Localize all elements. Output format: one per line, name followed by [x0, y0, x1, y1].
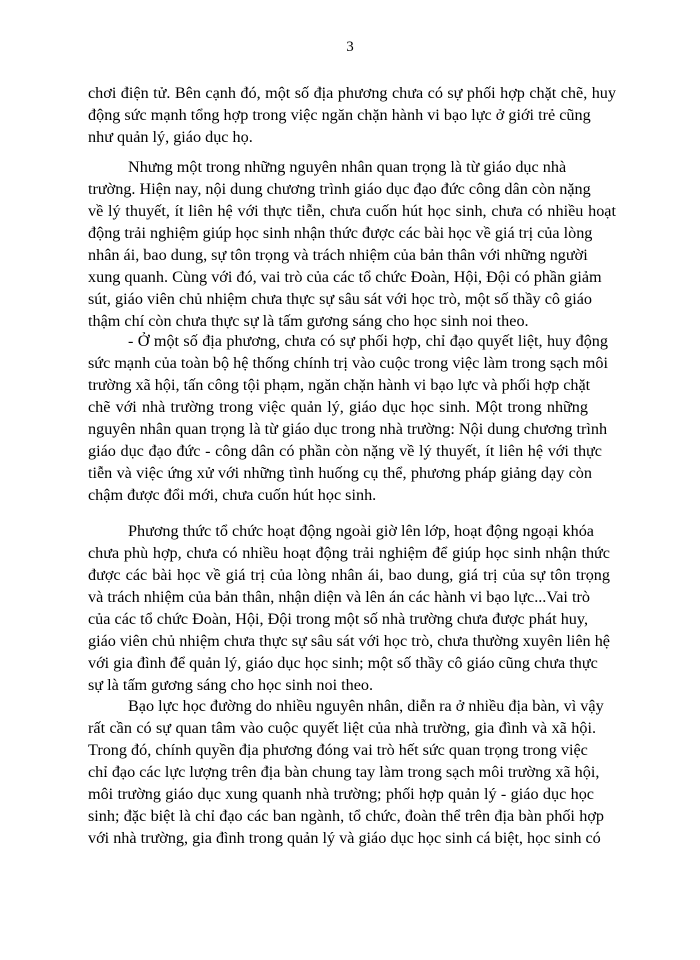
text-line: chỉ đạo các lực lượng trên địa bàn chung tay làm trong sạch môi trường xã hội,	[88, 763, 600, 781]
text-line: thậm chí còn chưa thực sự là tấm gương sáng cho học sinh noi theo.	[88, 312, 529, 330]
text-line: nhân ái, bao dung, sự tôn trọng và trách nhiệm của bản thân với những người	[88, 246, 588, 264]
text-line: giáo dục đạo đức - công dân có phần còn nặng về lý thuyết, ít liên hệ với thực	[88, 442, 602, 460]
text-line: chậm được đổi mới, chưa cuốn hút học sinh.	[88, 486, 377, 504]
page-number: 3	[346, 39, 354, 55]
text-line: xung quanh. Cùng với đó, vai trò của các tổ chức Đoàn, Hội, Đội có phần giảm	[88, 268, 602, 286]
text-line: tiễn và việc ứng xử với những tình huống cụ thể, phương pháp giảng dạy còn	[88, 464, 592, 482]
text-line: chưa phù hợp, chưa có nhiều hoạt động trải nghiệm để giúp học sinh nhận thức	[88, 544, 610, 562]
text-line: chẽ với nhà trường trong việc quản lý, giáo dục học sinh. Một trong những	[88, 398, 588, 416]
text-line: với nhà trường, gia đình trong quản lý và giáo dục học sinh cá biệt, học sinh có	[88, 829, 601, 847]
text-line: động trải nghiệm giúp học sinh nhận thức được các bài học về giá trị của lòng	[88, 224, 593, 242]
text-line: rất cần có sự quan tâm vào cuộc quyết liệt của nhà trường, gia đình và xã hội.	[88, 719, 596, 737]
text-line: trường xã hội, tấn công tội phạm, ngăn chặn hành vi bạo lực và phối hợp chặt	[88, 376, 591, 394]
text-line: của các tổ chức Đoàn, Hội, Đội trong một số nhà trường chưa được phát huy,	[88, 610, 588, 628]
text-line: trường. Hiện nay, nội dung chương trình giáo dục đạo đức công dân còn nặng	[88, 180, 591, 198]
text-line: Trong đó, chính quyền địa phương đóng vai trò hết sức quan trọng trong việc	[88, 741, 588, 759]
text-line: sự là tấm gương sáng cho học sinh noi theo.	[88, 676, 374, 694]
text-line: môi trường giáo dục xung quanh nhà trường; phối hợp quản lý - giáo dục học	[88, 785, 594, 803]
text-line: như quản lý, giáo dục họ.	[88, 128, 253, 146]
text-line: - Ở một số địa phương, chưa có sự phối hợp, chỉ đạo quyết liệt, huy động	[128, 332, 608, 350]
text-line: Bạo lực học đường do nhiều nguyên nhân, diễn ra ở nhiều địa bàn, vì vậy	[128, 697, 604, 715]
text-line: chơi điện tử. Bên cạnh đó, một số địa phương chưa có sự phối hợp chặt chẽ, huy	[88, 84, 616, 102]
text-line: về lý thuyết, ít liên hệ với thực tiễn, chưa cuốn hút học sinh, chưa có nhiều hoạt	[88, 202, 616, 220]
text-line: với gia đình để quản lý, giáo dục học sinh; một số thầy cô giáo cũng chưa thực	[88, 654, 598, 672]
text-line: sức mạnh của toàn bộ hệ thống chính trị vào cuộc trong việc làm trong sạch môi	[88, 354, 608, 372]
text-line: nguyên nhân quan trọng là từ giáo dục trong nhà trường: Nội dung chương trình	[88, 420, 608, 438]
text-line: sút, giáo viên chủ nhiệm chưa thực sự sâu sát với học trò, một số thầy cô giáo	[88, 290, 592, 308]
text-line: Phương thức tổ chức hoạt động ngoài giờ lên lớp, hoạt động ngoại khóa	[128, 522, 594, 540]
text-line: Nhưng một trong những nguyên nhân quan trọng là từ giáo dục nhà	[128, 158, 567, 176]
text-line: và trách nhiệm của bản thân, nhận diện và lên án các hành vi bạo lực...Vai trò	[88, 588, 590, 606]
text-line: được các bài học về giá trị của lòng nhân ái, bao dung, giá trị của sự tôn trọng	[88, 566, 610, 584]
text-line: động sức mạnh tổng hợp trong việc ngăn chặn hành vi bạo lực ở giới trẻ cũng	[88, 106, 591, 124]
text-line: sinh; đặc biệt là chỉ đạo các ban ngành, tổ chức, đoàn thể trên địa bàn phối hợp	[88, 807, 604, 825]
text-line: giáo viên chủ nhiệm chưa thực sự sâu sát với học trò, chưa thường xuyên liên hệ	[88, 632, 610, 650]
